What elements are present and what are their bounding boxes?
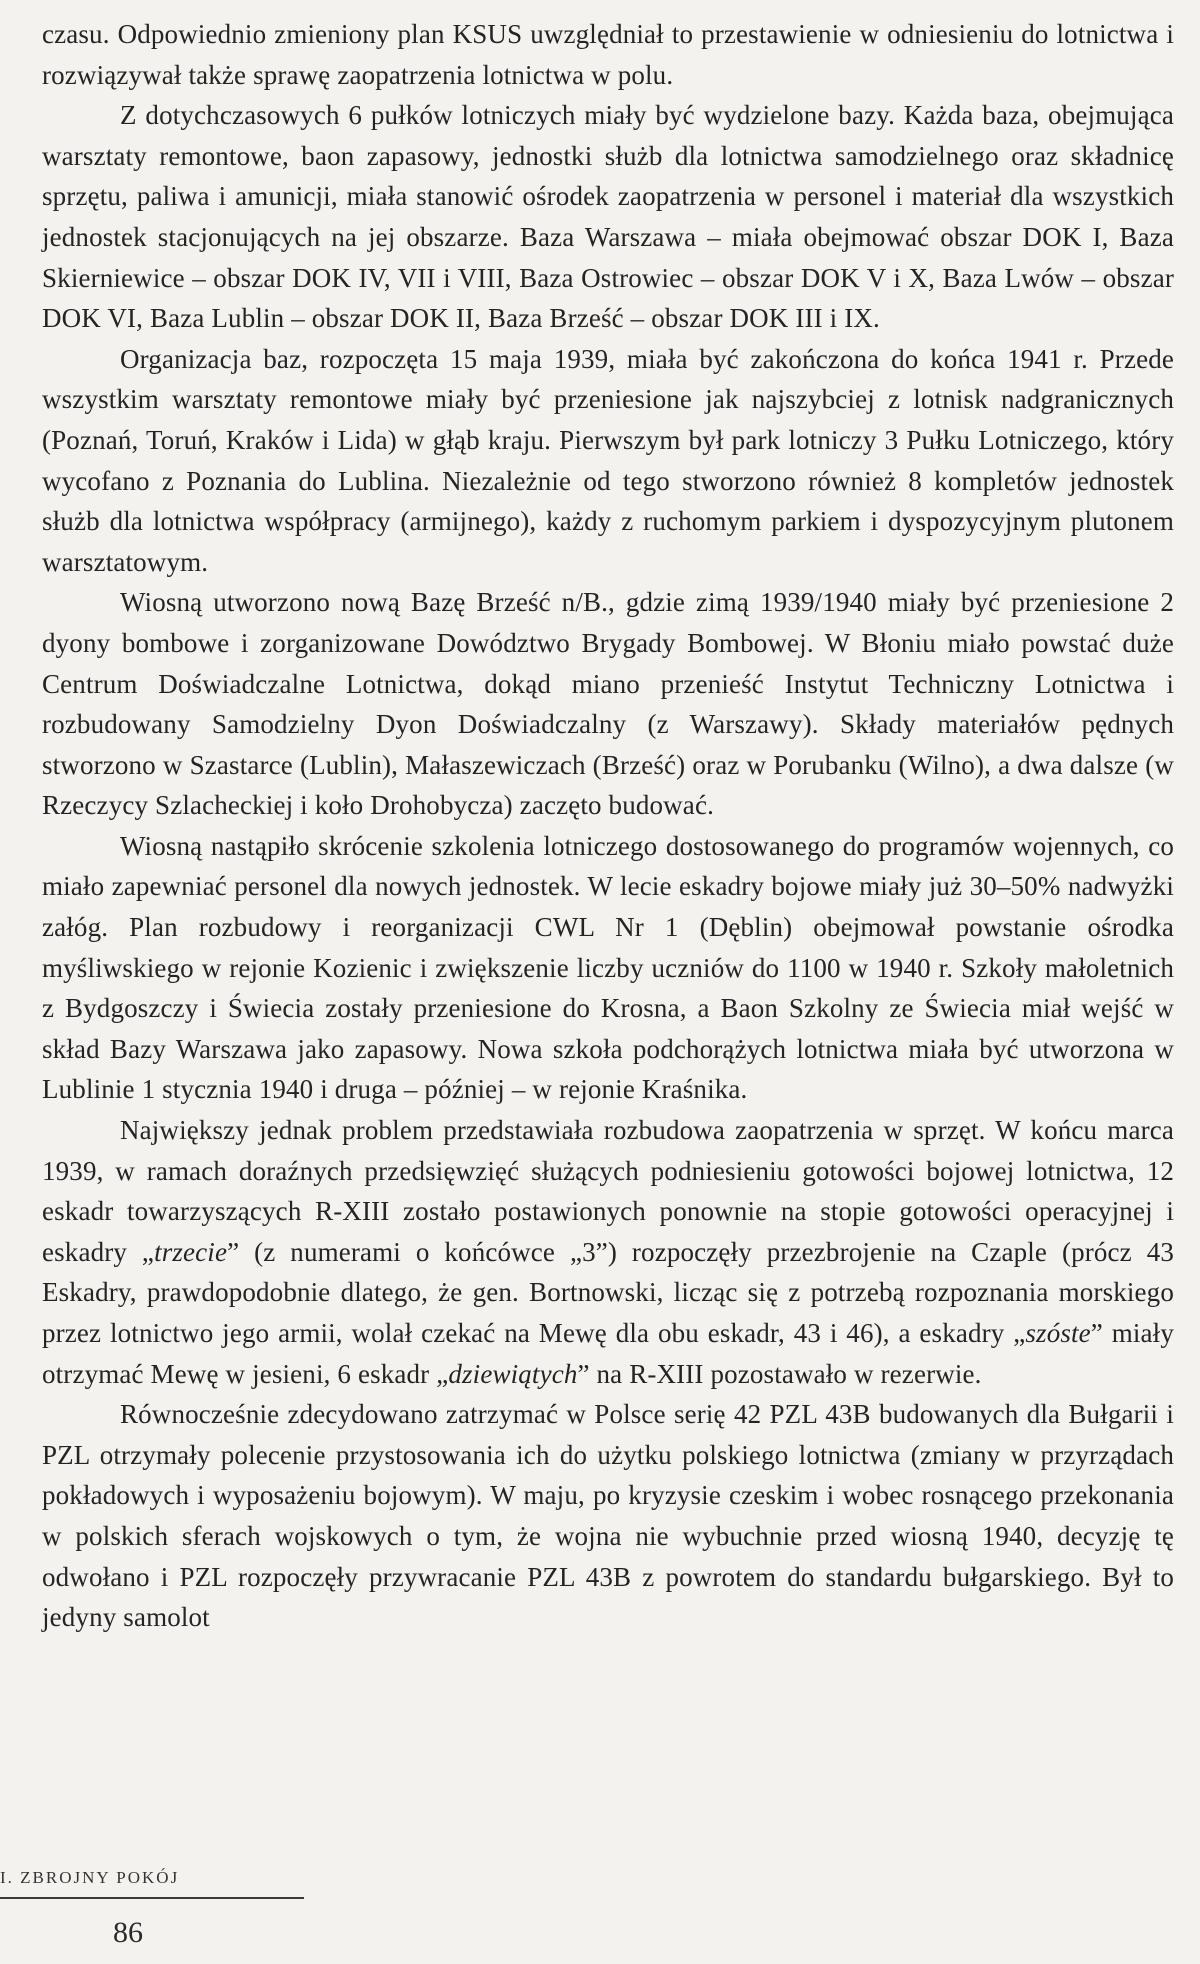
paragraph: Wiosną utworzono nową Bazę Brześć n/B., gdzie zimą 1939/1940 miały być przeniesione 2 dyony bombowe i zorganizowane Dowództwo Brygady Bombowej. W Błoniu miało powstać duże Centrum Doświadczalne Lotnictwa, dokąd miano przenieść Instytut Techniczny Lotnictwa i rozbudowany Samodzielny Dyon Doświadczalny (z Warszawy). Składy materiałów pędnych stworzono w Szastarce (Lublin), Małaszewiczach (Brześć) oraz w Porubanku (Wilno), a dwa dalsze (w Rzeczycy Szlacheckiej i koło Drohobycza) zaczęto budować. (42, 587, 1174, 821)
body-text (42, 14, 1174, 1638)
paragraph: Równocześnie zdecydowano zatrzymać w Polsce serię 42 PZL 43B budowanych dla Bułgarii i PZL otrzymały polecenie przystosowania ich do użytku polskiego lotnictwa (zmiany w przyrządach pokładowych i wyposażeniu bojowym). W maju, po kryzysie czeskim i wobec rosnącego przekonania w polskich sferach wojskowych o tym, że wojna nie wybuchnie przed wiosną 1940, decyzję tę odwołano i PZL rozpoczęły przywracanie PZL 43B z powrotem do standardu bułgarskiego. Był to jedyny samolot (42, 1399, 1174, 1633)
paragraph (42, 1110, 1174, 1394)
paragraph: Wiosną nastąpiło skrócenie szkolenia lotniczego dostosowanego do programów wojennych, co miało zapewniać personel dla nowych jednostek. W lecie eskadry bojowe miały już 30–50% nadwyżki załóg. Plan rozbudowy i reorganizacji CWL Nr 1 (Dęblin) obejmował powstanie ośrodka myśliwskiego w rejonie Kozienic i zwiększenie liczby uczniów do 1100 w 1940 r. Szkoły małoletnich z Bydgoszczy i Świecia zostały przeniesione do Krosna, a Baon Szkolny ze Świecia miał wejść w skład Bazy Warszawa jako zapasowy. Nowa szkoła podchorążych lotnictwa miała być utworzona w Lublinie 1 stycznia 1940 i druga – później – w rejonie Kraśnika. (42, 830, 1174, 1105)
paragraph: czasu. Odpowiednio zmieniony plan KSUS uwzględniał to przestawienie w odniesieniu do lotnictwa i rozwiązywał także sprawę zaopatrzenia lotnictwa w polu. (42, 19, 1174, 90)
paragraph: Z dotychczasowych 6 pułków lotniczych miały być wydzielone bazy. Każda baza, obejmująca warsztaty remontowe, baon zapasowy, jednostki służb dla lotnictwa samodzielnego oraz składnicę sprzętu, paliwa i amunicji, miała stanowić ośrodek zaopatrzenia w personel i materiał dla wszystkich jednostek stacjonujących na jej obszarze. Baza Warszawa – miała obejmować obszar DOK I, Baza Skierniewice – obszar DOK IV, VII i VIII, Baza Ostrowiec – obszar DOK V i X, Baza Lwów – obszar DOK VI, Baza Lublin – obszar DOK II, Baza Brześć – obszar DOK III i IX. (42, 100, 1174, 334)
text-run: ” miały otrzymać Mewę w jesieni, 6 eskadr „ (42, 1318, 1174, 1389)
footer-rule (0, 1897, 304, 1899)
italic-term: szóste (1025, 1318, 1091, 1348)
page-number: 86 (113, 1916, 143, 1949)
italic-term: dziewiątych (448, 1358, 578, 1389)
italic-term: trzecie (154, 1236, 228, 1267)
text-run: Największy jednak problem przedstawiała rozbudowa zaopatrzenia w sprzęt. W końcu marca 1939, w ramach doraźnych przedsięwzięć służących podniesieniu gotowości bojowej lotnictwa, 12 eskadr towarzyszących R-XIII zostało postawionych ponownie na stopie gotowości operacyjnej i eskadry „ (42, 1115, 1174, 1267)
text-run: ” (z numerami o końcówce „3”) rozpoczęły przezbrojenie na Czaple (prócz 43 Eskadry, prawdopodobnie dlatego, że gen. Bortnowski, licząc się z potrzebą rozpoznania morskiego przez lotnictwo jego armii, wolał czekać na Mewę dla obu eskadr, 43 i 46), a eskadry „ (42, 1236, 1174, 1348)
text-run: ” na R-XIII pozostawało w rezerwie. (577, 1358, 982, 1389)
paragraph: Organizacja baz, rozpoczęta 15 maja 1939, miała być zakończona do końca 1941 r. Przede wszystkim warsztaty remontowe miały być przeniesione jak najszybciej z lotnisk nadgranicznych (Poznań, Toruń, Kraków i Lida) w głąb kraju. Pierwszym był park lotniczy 3 Pułku Lotniczego, który wycofano z Poznania do Lublina. Niezależnie od tego stworzono również 8 kompletów jednostek służb dla lotnictwa współpracy (armijnego), każdy z ruchomym parkiem i dyspozycyjnym plutonem warsztatowym. (42, 343, 1174, 577)
section-running-header: I. ZBROJNY POKÓJ (0, 1868, 180, 1887)
